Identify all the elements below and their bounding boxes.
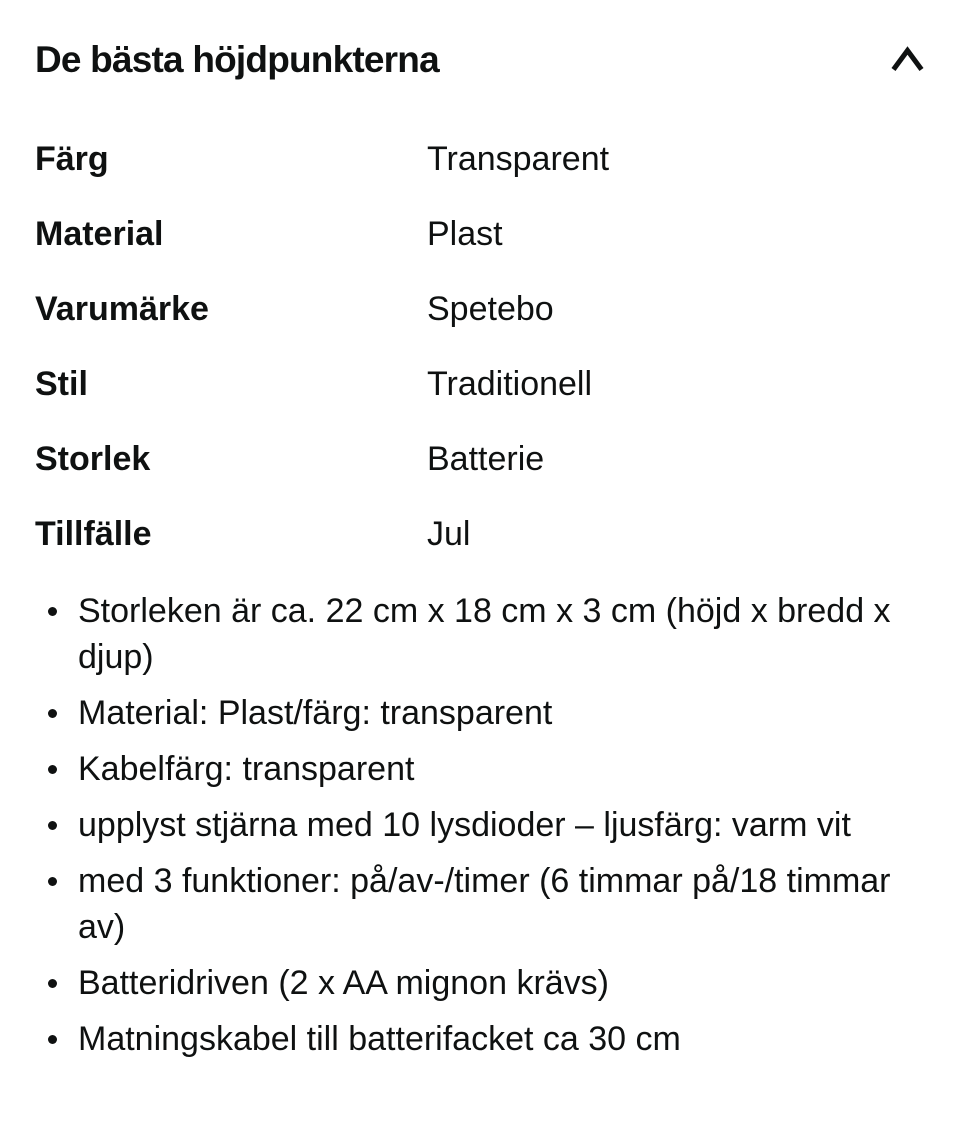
highlight-item: Kabelfärg: transparent	[35, 746, 925, 792]
spec-label: Material	[35, 215, 164, 253]
highlight-item: Storleken är ca. 22 cm x 18 cm x 3 cm (höjd x bredd x djup)	[35, 588, 925, 680]
highlight-item: Batteridriven (2 x AA mignon krävs)	[35, 960, 925, 1006]
spec-label: Varumärke	[35, 290, 209, 328]
spec-row	[35, 513, 926, 555]
spec-row	[35, 438, 926, 480]
spec-label: Tillfälle	[35, 515, 152, 553]
spec-label: Färg	[35, 140, 109, 178]
highlight-item: med 3 funktioner: på/av-/timer (6 timmar på/18 timmar av)	[35, 858, 925, 950]
chevron-up-icon	[889, 44, 926, 74]
section-title: De bästa höjdpunkterna	[35, 39, 439, 80]
highlights-list	[35, 588, 926, 1062]
highlight-item: Matningskabel till batterifacket ca 30 cm	[35, 1016, 925, 1062]
spec-value: Jul	[427, 515, 471, 553]
spec-value: Transparent	[427, 140, 610, 178]
highlight-item: upplyst stjärna med 10 lysdioder – ljusfärg: varm vit	[35, 802, 925, 848]
spec-value: Spetebo	[427, 290, 554, 328]
spec-value: Batterie	[427, 440, 545, 478]
highlight-item: Material: Plast/färg: transparent	[35, 690, 925, 736]
spec-row	[35, 363, 926, 405]
spec-label: Storlek	[35, 440, 151, 478]
collapse-section-button[interactable]	[889, 38, 926, 74]
spec-row	[35, 138, 926, 180]
spec-value: Traditionell	[427, 365, 593, 403]
panel-header	[35, 38, 926, 82]
product-specs-table	[35, 138, 926, 555]
spec-label: Stil	[35, 365, 88, 403]
spec-row	[35, 213, 926, 255]
spec-value: Plast	[427, 215, 503, 253]
spec-row	[35, 288, 926, 330]
